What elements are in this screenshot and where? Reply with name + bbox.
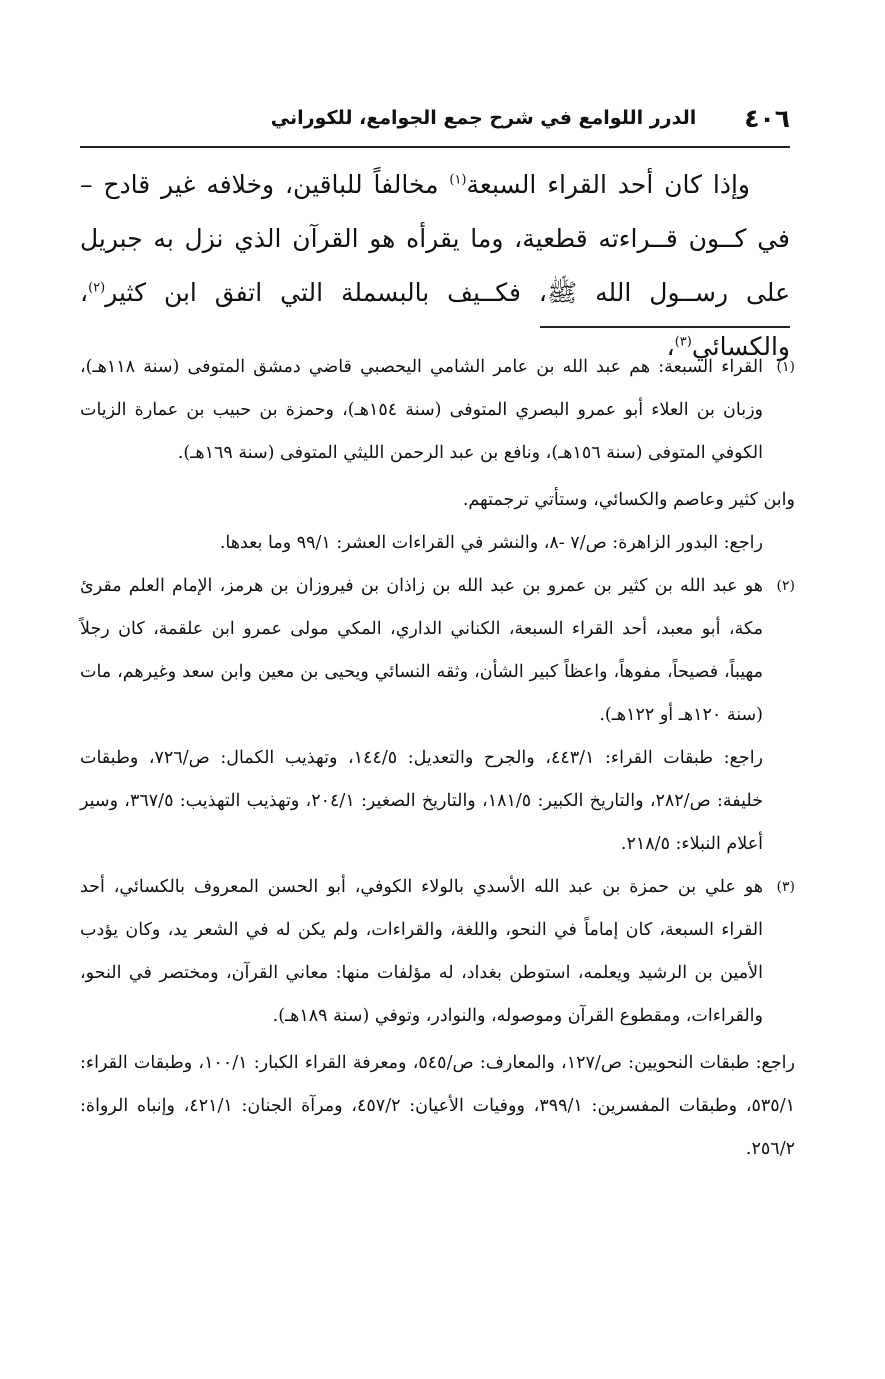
- footnotes: [80, 346, 795, 1171]
- running-title: الدرر اللوامع في شرح جمع الجوامع، للكوراني: [270, 107, 697, 129]
- footnote-3-references: راجع: طبقات النحويين: ص/١٢٧، والمعارف: ص/٥٤٥، ومعرفة القراء الكبار: ١٠٠/١، وطبقات القراء: ٥٣٥/١، وطبقات المفسرين: ٣٩٩/١، ووفيات الأعيان: ٤٥٧/٢، ومرآة الجنان: ٤٢١/١، وإنباه الرواة: ٢٥٦/٢.: [80, 1053, 795, 1159]
- header-rule: [80, 146, 790, 148]
- main-text-part-4: ،: [666, 332, 675, 361]
- footnote-3: [80, 866, 795, 1038]
- footnote-1-body: القراء السبعة: هم عبد الله بن عامر الشامي اليحصبي قاضي دمشق المتوفى (سنة ١١٨هـ)، وزبان بن العلاء أبو عمرو البصري المتوفى (سنة ١٥٤هـ)، وحمزة بن حبيب بن عمارة الزيات الكوفي المتوفى (سنة ١٥٦هـ)، ونافع بن عبد الرحمن الليثي المتوفى (سنة ١٦٩هـ).: [80, 357, 764, 463]
- footnote-marker-1: (١): [449, 172, 467, 188]
- main-text-part-3: ، والكسائي: [80, 278, 790, 361]
- footnote-2-references: راجع: طبقات القراء: ٤٤٣/١، والجرح والتعديل: ١٤٤/٥، وتهذيب الكمال: ص/٧٢٦، وطبقات خليفة: ص/٢٨٢، والتاريخ الكبير: ١٨١/٥، والتاريخ الصغير: ٢٠٤/١، وتهذيب التهذيب: ٣٦٧/٥، وسير أعلام النبلاء: ٢١٨/٥.: [80, 748, 764, 854]
- main-text-part-1: وإذا كان أحد القراء السبعة: [466, 170, 750, 199]
- footnote-1-extra: وابن كثير وعاصم والكسائي، وستأتي ترجمتهم.: [462, 490, 795, 510]
- footnote-marker-3: (٣): [674, 334, 692, 350]
- main-paragraph: [80, 158, 790, 374]
- footnote-2-number: (٢): [776, 578, 795, 594]
- page-number: ٤٠٦: [744, 103, 790, 133]
- footnote-1-number: (١): [776, 359, 795, 375]
- footnote-1-references: راجع: البدور الزاهرة: ص/٧ -٨، والنشر في القراءات العشر: ٩٩/١ وما بعدها.: [219, 533, 763, 553]
- footnote-separator: [540, 326, 790, 328]
- footnote-2: [80, 565, 795, 737]
- footnote-2-body: هو عبد الله بن كثير بن عمرو بن عبد الله بن زاذان بن فيروزان بن هرمز، الإمام العلم مقرئ مكة، أبو معبد، أحد القراء السبعة، الكناني الداري، المكي مولى عمرو ابن علقمة، كان رجلاً مهيباً، فصيحاً، مفوهاً، واعظاً كبير الشأن، وثقه النسائي ويحيى بن معين وابن سعد وغيرهم، مات (سنة ١٢٠هـ أو ١٢٢هـ).: [80, 576, 763, 725]
- main-text: [80, 158, 790, 374]
- page-header: [80, 98, 790, 138]
- footnote-1: [80, 346, 795, 475]
- footnote-marker-2: (٢): [88, 280, 106, 296]
- footnote-3-body: هو علي بن حمزة بن عبد الله الأسدي بالولاء الكوفي، أبو الحسن المعروف بالكسائي، أحد القراء السبعة، كان إماماً في النحو، واللغة، والقراءات، ولم يكن له في الشعر يد، وكان يؤدب الأمين بن الرشيد ويعلمه، استوطن بغداد، له مؤلفات منها: معاني القرآن، ومختصر في النحو، والقراءات، ومقطوع القرآن وموصوله، والنوادر، وتوفي (سنة ١٨٩هـ).: [80, 877, 763, 1026]
- main-text-part-2: مخالفاً للباقين، وخلافه غير قادح – في كــون قــراءته قطعية، وما يقرأه هو القرآن الذي نزل به جبريل على رســول الله ﷺ، فكــيف بالبسملة التي اتفق ابن كثير: [80, 170, 790, 307]
- footnote-3-number: (٣): [776, 879, 795, 895]
